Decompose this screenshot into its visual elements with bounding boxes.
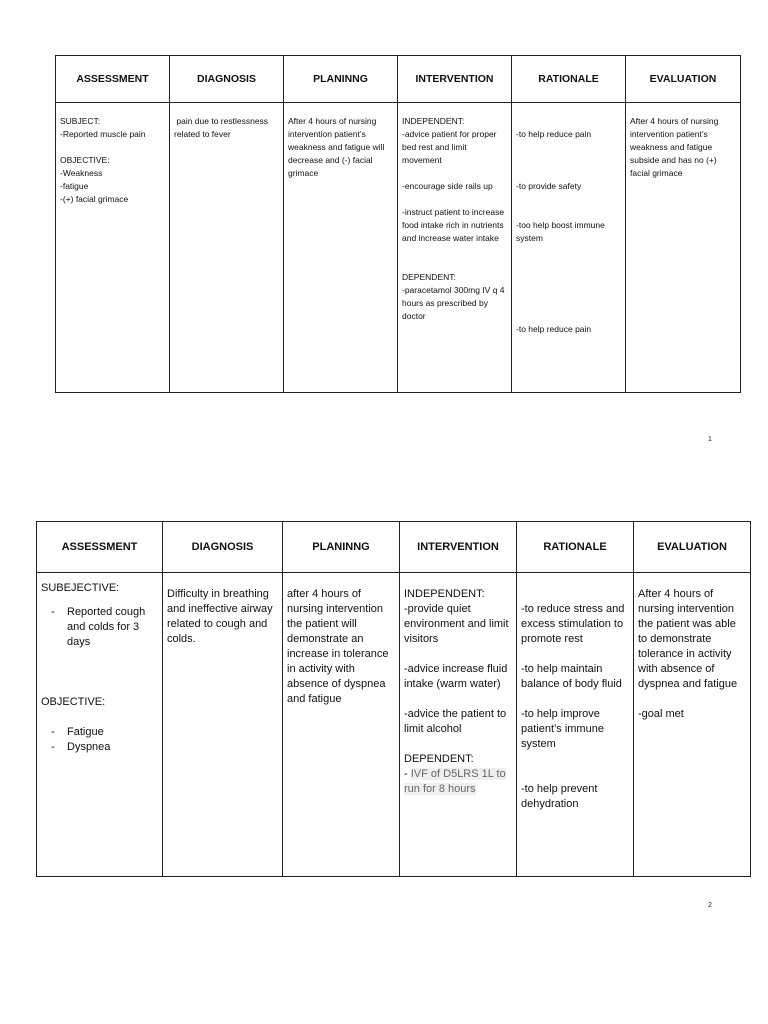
subjective-label: SUBEJECTIVE: (41, 582, 120, 594)
subjective-list (41, 605, 159, 650)
dependent-item-text: IVF of D5LRS 1L to run for 8 hours (404, 768, 506, 795)
list-item: - Reported cough and colds for 3 days (41, 605, 159, 650)
header-intervention: INTERVENTION (400, 522, 517, 573)
intervention-item: -provide quiet environment and limit visitors (404, 603, 509, 645)
objective-item: -fatigue (60, 181, 89, 191)
list-item: - Fatigue (41, 725, 159, 740)
rationale-item: -too help boost immune system (516, 220, 605, 243)
header-planning: PLANINNG (284, 56, 398, 103)
nursing-care-plan-table-2 (36, 521, 751, 877)
evaluation-text: After 4 hours of nursing intervention patient’s weakness and fatigue subside and has no (+) facial grimace (630, 116, 719, 178)
header-evaluation: EVALUATION (626, 56, 741, 103)
diagnosis-text: Difficulty in breathing and ineffective airway related to cough and colds. (167, 588, 273, 645)
planning-cell (283, 573, 400, 877)
header-assessment: ASSESSMENT (56, 56, 170, 103)
planning-text: After 4 hours of nursing intervention patient’s weakness and fatigue will decrease and (-) facial grimace (288, 116, 385, 178)
nursing-care-plan-table-1 (55, 55, 741, 393)
intervention-item: -instruct patient to increase food intake rich in nutrients and increase water intake (402, 207, 505, 243)
diagnosis-cell (170, 103, 284, 393)
list-item: - Dyspnea (41, 740, 159, 755)
header-rationale: RATIONALE (512, 56, 626, 103)
assessment-cell (56, 103, 170, 393)
content-row (56, 103, 741, 393)
objective-item: -Weakness (60, 168, 103, 178)
content-row (37, 573, 751, 877)
page-number: 2 (708, 902, 712, 909)
objective-label: OBJECTIVE: (41, 696, 106, 708)
header-diagnosis: DIAGNOSIS (170, 56, 284, 103)
independent-label: INDEPENDENT: (402, 116, 465, 126)
evaluation-goal: -goal met (638, 708, 684, 720)
page-number: 1 (708, 436, 712, 443)
header-diagnosis: DIAGNOSIS (163, 522, 283, 573)
rationale-item: -to provide safety (516, 181, 582, 191)
dependent-prefix: - (404, 768, 411, 780)
assessment-cell (37, 573, 163, 877)
header-row (56, 56, 741, 103)
rationale-item: -to help maintain balance of body fluid (521, 663, 622, 690)
subjective-item: -Reported muscle pain (60, 129, 146, 139)
rationale-item: -to help reduce pain (516, 129, 592, 139)
dependent-item (404, 767, 513, 797)
rationale-item: -to help improve patient’s immune system (521, 708, 604, 750)
planning-cell (284, 103, 398, 393)
intervention-item: -advice increase fluid intake (warm water) (404, 663, 508, 690)
dependent-label: DEPENDENT: (402, 272, 456, 282)
evaluation-cell (626, 103, 741, 393)
rationale-cell (512, 103, 626, 393)
intervention-cell (398, 103, 512, 393)
planning-text: after 4 hours of nursing intervention the patient will demonstrate an increase in tolerance in activity with absence of dyspnea and fatigue (287, 588, 389, 705)
independent-label: INDEPENDENT: (404, 588, 485, 600)
evaluation-text: After 4 hours of nursing intervention the patient was able to demonstrate tolerance in activity with absence of dyspnea and fatigue (638, 588, 738, 690)
intervention-item: -encourage side rails up (402, 181, 493, 191)
objective-list (41, 725, 159, 755)
evaluation-cell (634, 573, 751, 877)
header-evaluation: EVALUATION (634, 522, 751, 573)
header-planning: PLANINNG (283, 522, 400, 573)
intervention-item: -advice the patient to limit alcohol (404, 708, 507, 735)
header-row (37, 522, 751, 573)
objective-item: -(+) facial grimace (60, 194, 129, 204)
header-rationale: RATIONALE (517, 522, 634, 573)
intervention-item: -paracetamol 300mg IV q 4 hours as prescribed by doctor (402, 285, 505, 321)
intervention-cell (400, 573, 517, 877)
intervention-item: -advice patient for proper bed rest and limit movement (402, 129, 497, 165)
header-intervention: INTERVENTION (398, 56, 512, 103)
rationale-item: -to help reduce pain (516, 324, 592, 334)
objective-label: OBJECTIVE: (60, 155, 110, 165)
rationale-cell (517, 573, 634, 877)
subjective-label: SUBJECT: (60, 116, 101, 126)
diagnosis-cell (163, 573, 283, 877)
rationale-item: -to reduce stress and excess stimulation to promote rest (521, 603, 625, 645)
diagnosis-text: pain due to restlessness related to fever (174, 116, 271, 139)
dependent-label: DEPENDENT: (404, 753, 474, 765)
header-assessment: ASSESSMENT (37, 522, 163, 573)
rationale-item: -to help prevent dehydration (521, 783, 598, 810)
